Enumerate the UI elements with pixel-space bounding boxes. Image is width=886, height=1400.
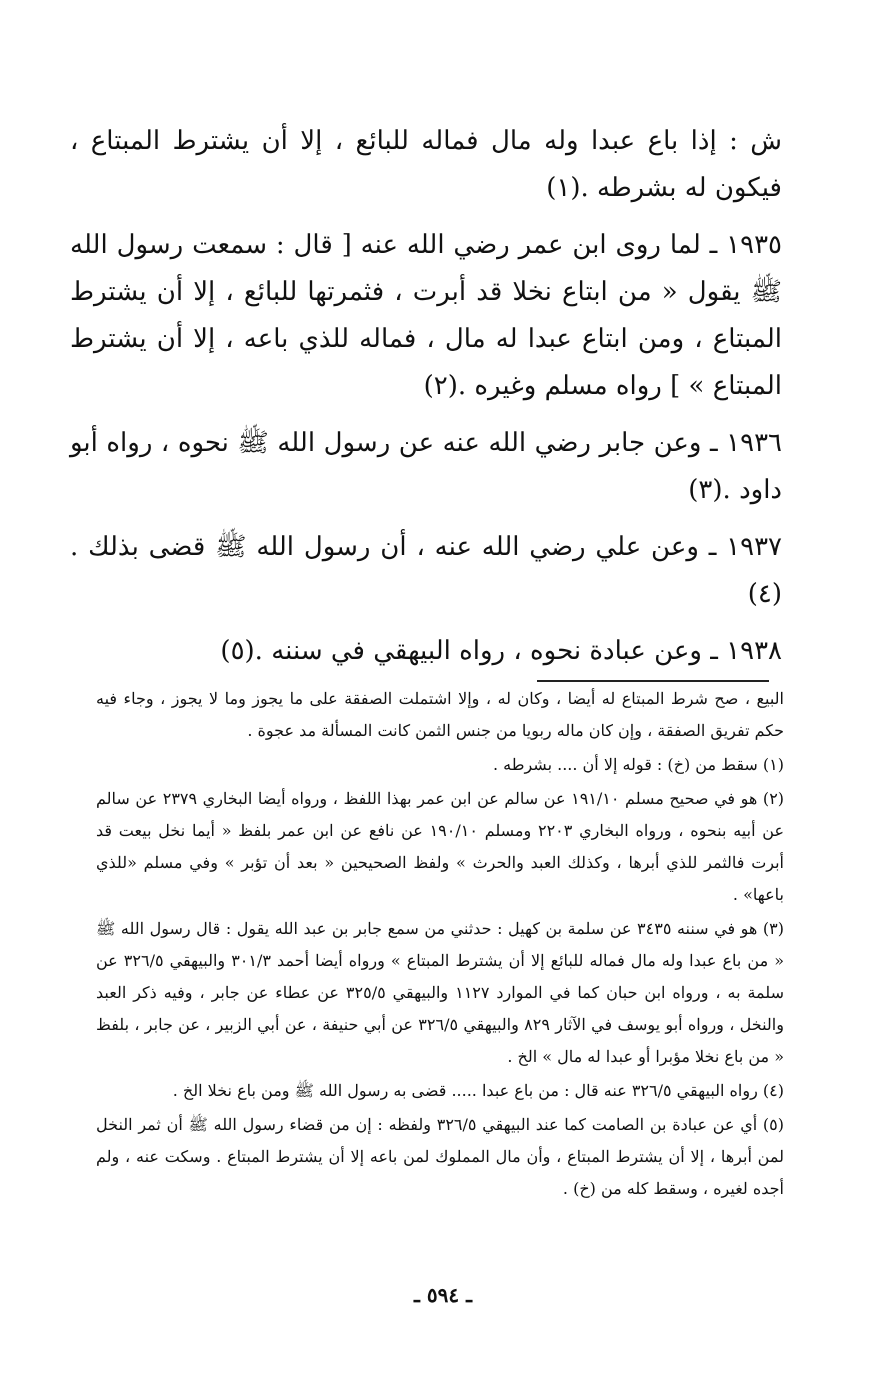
footnote-separator (537, 680, 769, 682)
footnote-3: (٣) هو في سننه ٣٤٣٥ عن سلمة بن كهيل : حدثني من سمع جابر بن عبد الله يقول : قال رسول الله ﷺ « من باع عبدا وله مال فماله للبائع إلا أن يشترط المبتاع » ورواه أيضا أحمد ٣٠١/٣ والبيهقي ٣٢٦/٥ عن سلمة به ، ورواه ابن حبان كما في الموارد ١١٢٧ والبيهقي ٣٢٥/٥ عن عطاء عن جابر ، وفيه ذكر العبد والنخل ، ورواه أبو يوسف في الآثار ٨٢٩ والبيهقي ٣٢٦/٥ عن أبي حنيفة ، عن أبي الزبير ، عن جابر ، بلفظ « من باع نخلا مؤبرا أو عبدا له مال » الخ . (96, 919, 784, 1066)
commentary-paragraph: ش : إذا باع عبدا وله مال فماله للبائع ، إلا أن يشترط المبتاع ، فيكون له بشرطه .(١) (70, 126, 782, 203)
page-number: ـ ٥٩٤ ـ (414, 1283, 472, 1307)
footnotes (96, 683, 784, 1207)
hadith-1935: ١٩٣٥ ـ لما روى ابن عمر رضي الله عنه [ قال : سمعت رسول الله ﷺ يقول « من ابتاع نخلا قد أبرت ، فثمرتها للبائع ، إلا أن يشترط المبتاع ، ومن ابتاع عبدا له مال ، فماله للذي باعه ، إلا أن يشترط المبتاع » ] رواه مسلم وغيره .(٢) (70, 230, 782, 401)
footnote-5: (٥) أي عن عبادة بن الصامت كما عند البيهقي ٣٢٦/٥ ولفظه : إن من قضاء رسول الله ﷺ أن ثمر النخل لمن أبرها ، إلا أن يشترط المبتاع ، وأن مال المملوك لمن باعه إلا أن يشترط المبتاع . وسكت عنه ، ولم أجده لغيره ، وسقط كله من (خ) . (96, 1115, 785, 1198)
footnote-4: (٤) رواه البيهقي ٣٢٦/٥ عنه قال : من باع عبدا ..... قضى به رسول الله ﷺ ومن باع نخلا الخ . (172, 1081, 784, 1100)
hadith-1936: ١٩٣٦ ـ وعن جابر رضي الله عنه عن رسول الله ﷺ نحوه ، رواه أبو داود .(٣) (70, 428, 782, 505)
hadith-1937: ١٩٣٧ ـ وعن علي رضي الله عنه ، أن رسول الله ﷺ قضى بذلك .(٤) (70, 532, 782, 609)
main-text (70, 118, 782, 685)
footnote-continuation: البيع ، صح شرط المبتاع له أيضا ، وكان له ، وإلا اشتملت الصفقة على ما يجوز وما لا يجوز ، وجاء فيه حكم تفريق الصفقة ، وإن كان ماله ربويا من جنس الثمن كانت المسألة مد عجوة . (96, 689, 784, 740)
footnote-2: (٢) هو في صحيح مسلم ١٩١/١٠ عن سالم عن ابن عمر بهذا اللفظ ، ورواه أيضا البخاري ٢٣٧٩ عن سالم عن أبيه بنحوه ، ورواه البخاري ٢٢٠٣ ومسلم ١٩٠/١٠ عن نافع عن ابن عمر بلفظ « أيما نخل بيعت قد أبرت فالثمر للذي أبرها ، وكذلك العبد والحرث » ولفظ الصحيحين « بعد أن تؤبر » وفي مسلم «للذي باعها» . (96, 789, 785, 904)
footnote-1: (١) سقط من (خ) : قوله إلا أن .... بشرطه . (492, 755, 784, 774)
hadith-1938: ١٩٣٨ ـ وعن عبادة نحوه ، رواه البيهقي في سننه .(٥) (220, 636, 782, 666)
